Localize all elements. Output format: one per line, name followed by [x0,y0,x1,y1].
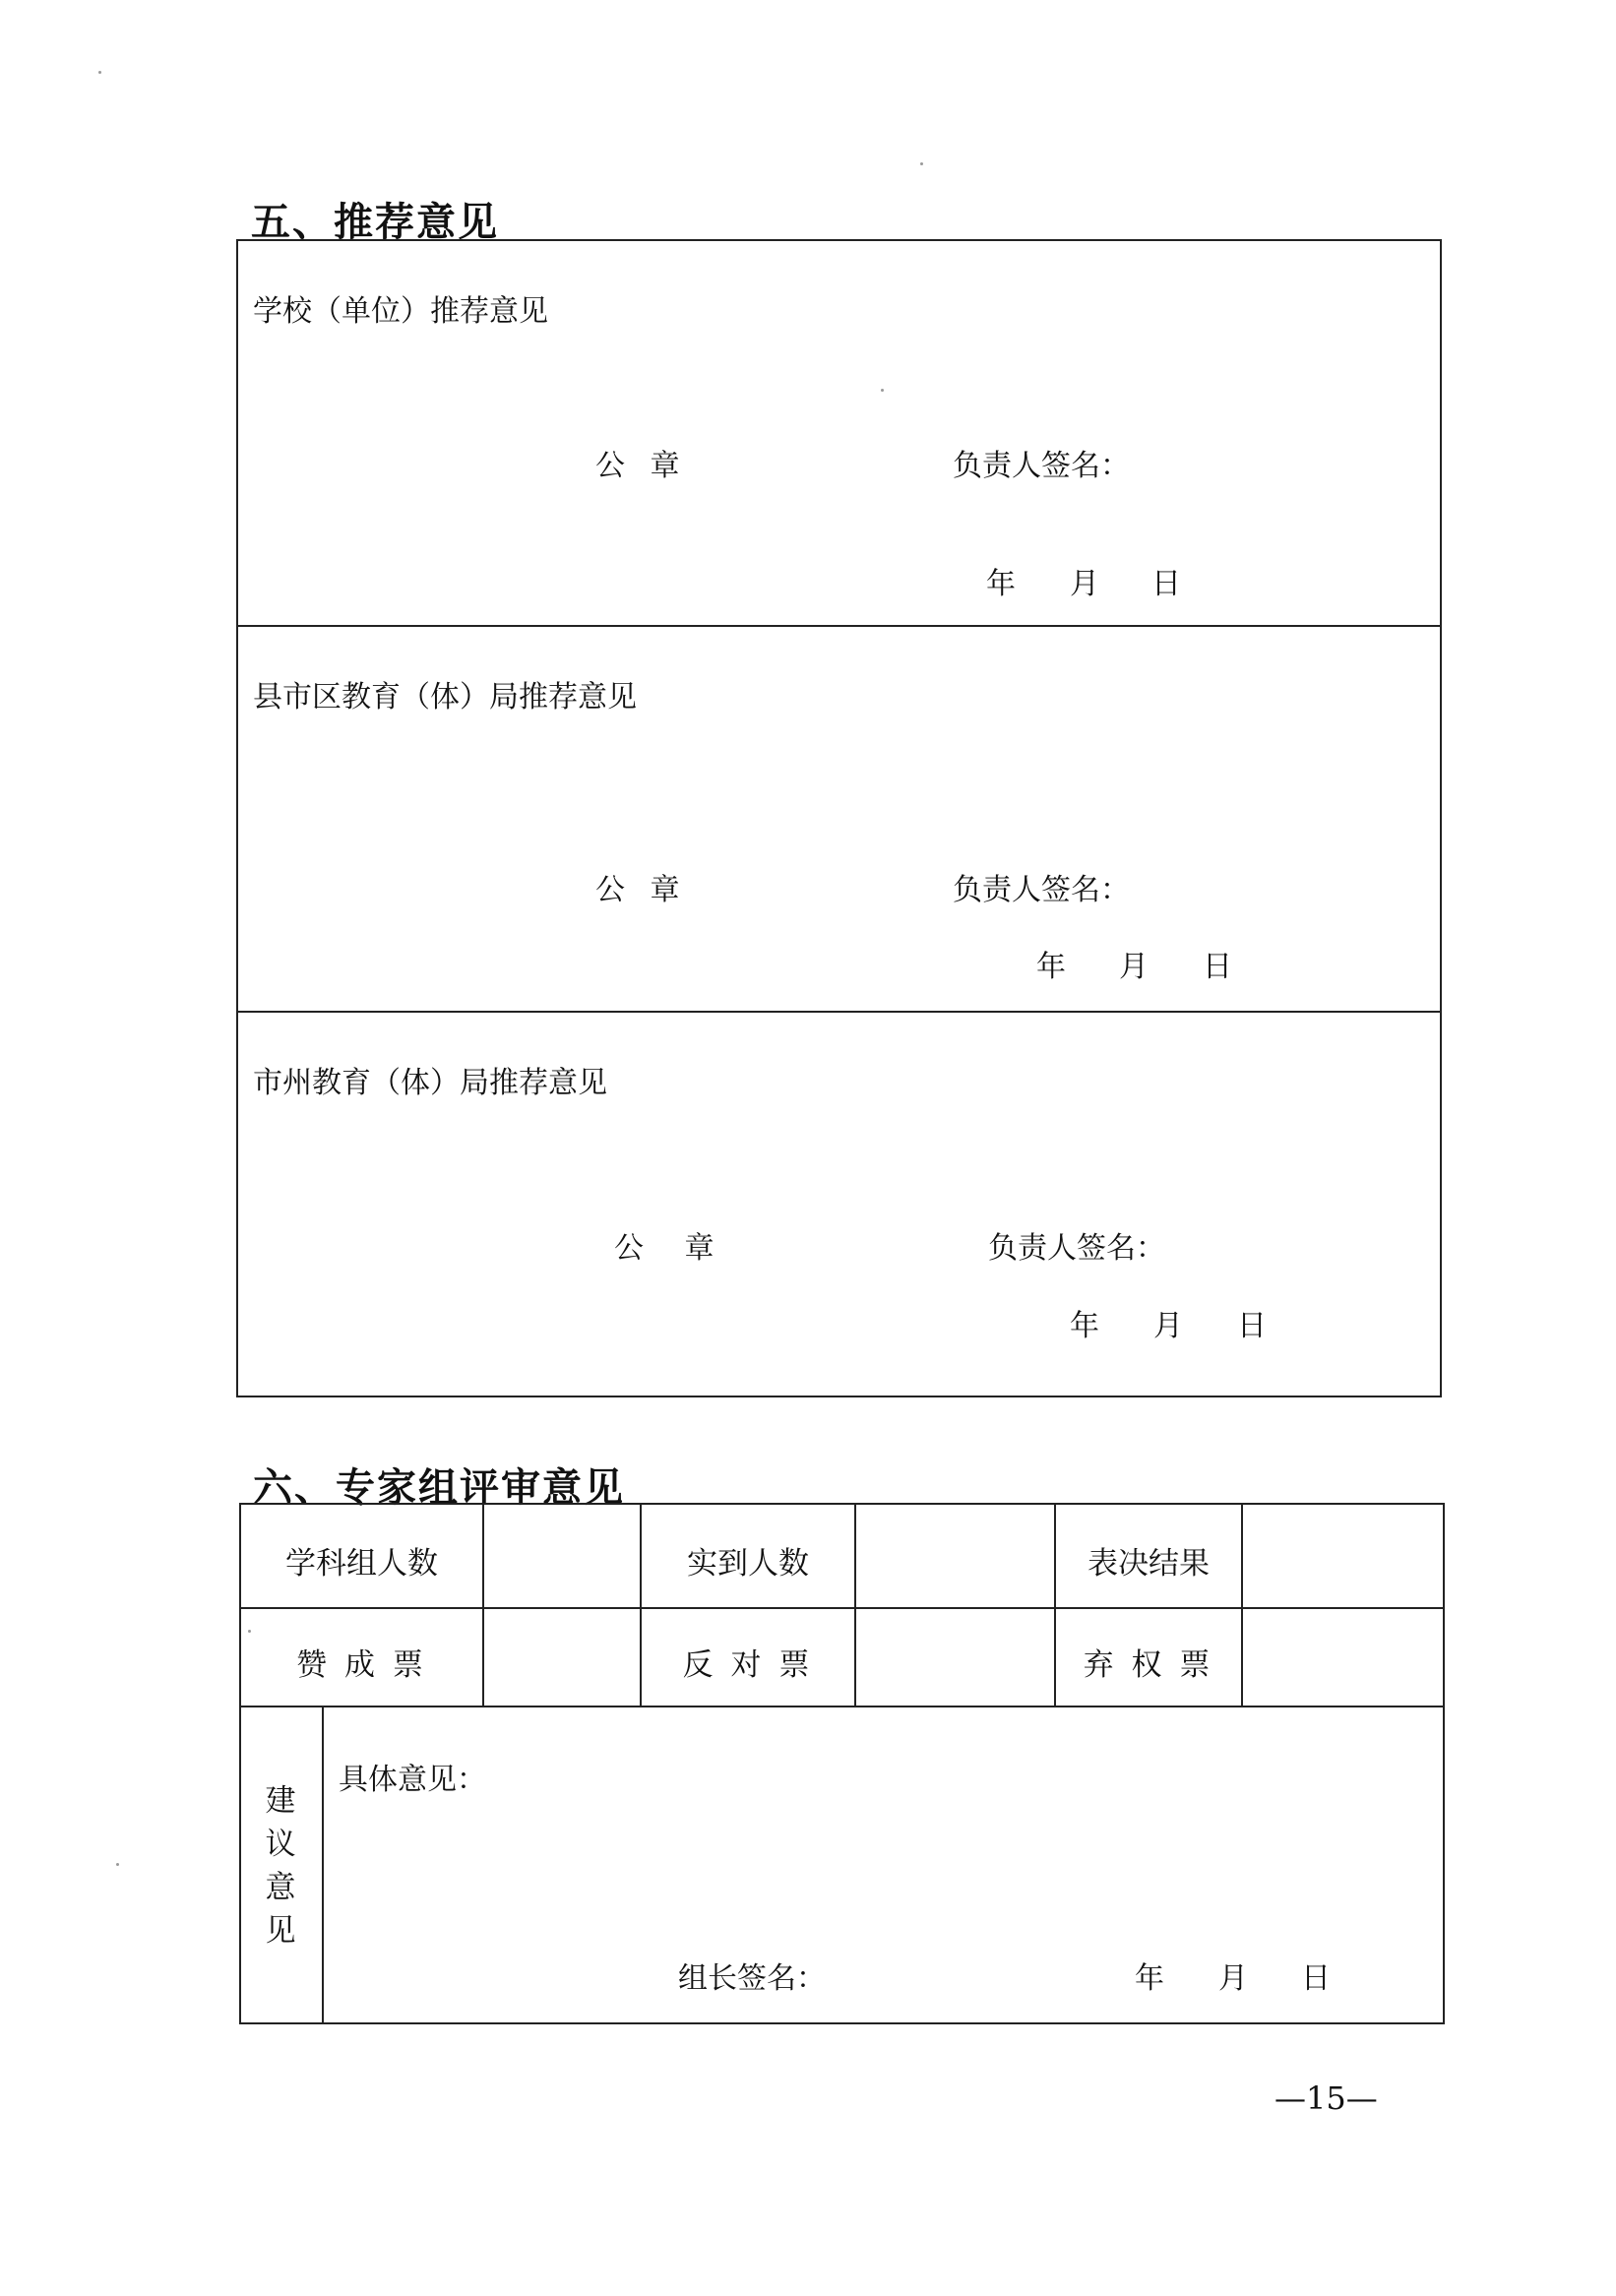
leader-signature-label: 组长签名： [678,1961,826,1996]
column-divider [322,1706,324,2024]
scan-speck [98,71,101,74]
suggestion-side-label: 建议意见 [265,1783,296,1949]
day-label: 日 [1151,567,1181,601]
vote-result-label: 表决结果 [1088,1546,1210,1582]
seal-label: 公 章 [595,873,688,907]
school-recommendation-label: 学校（单位）推荐意见 [253,294,548,329]
column-divider [482,1503,484,1706]
row-divider [239,1706,1445,1707]
seal-label: 公 章 [614,1231,730,1266]
scan-speck [116,1863,119,1866]
page-number: —15— [1274,2079,1378,2117]
day-label: 日 [1237,1309,1267,1343]
attendance-count-label: 实到人数 [687,1546,809,1582]
day-label: 日 [1301,1961,1331,1996]
month-label: 月 [1070,567,1099,601]
row-divider [239,1607,1445,1609]
scan-speck [248,1630,251,1633]
section6-title: 六、专家组评审意见 [253,1465,625,1511]
abstentions-label: 弃 权 票 [1083,1647,1214,1683]
year-label: 年 [1036,950,1066,984]
column-divider [1241,1503,1243,1706]
year-label: 年 [1070,1309,1099,1343]
signer-label: 负责人签名： [953,449,1130,483]
recommendation-table [236,239,1442,1397]
row-divider [236,1011,1442,1013]
row-divider [236,625,1442,627]
signer-label: 负责人签名： [988,1231,1165,1266]
scan-speck [920,162,923,165]
county-recommendation-label: 县市区教育（体）局推荐意见 [253,680,637,714]
year-label: 年 [986,567,1016,601]
month-label: 月 [1153,1309,1183,1343]
seal-label: 公 章 [595,449,688,483]
section5-title: 五、推荐意见 [251,200,499,245]
city-recommendation-label: 市州教育（体）局推荐意见 [253,1066,607,1100]
month-label: 月 [1218,1961,1248,1996]
signer-label: 负责人签名： [953,873,1130,907]
column-divider [854,1503,856,1706]
year-label: 年 [1135,1961,1164,1996]
month-label: 月 [1119,950,1149,984]
votes-against-label: 反 对 票 [682,1647,814,1683]
day-label: 日 [1203,950,1232,984]
scan-speck [881,389,884,392]
specific-opinion-label: 具体意见： [339,1763,486,1797]
votes-for-label: 赞 成 票 [296,1647,427,1683]
subject-group-count-label: 学科组人数 [285,1546,438,1582]
